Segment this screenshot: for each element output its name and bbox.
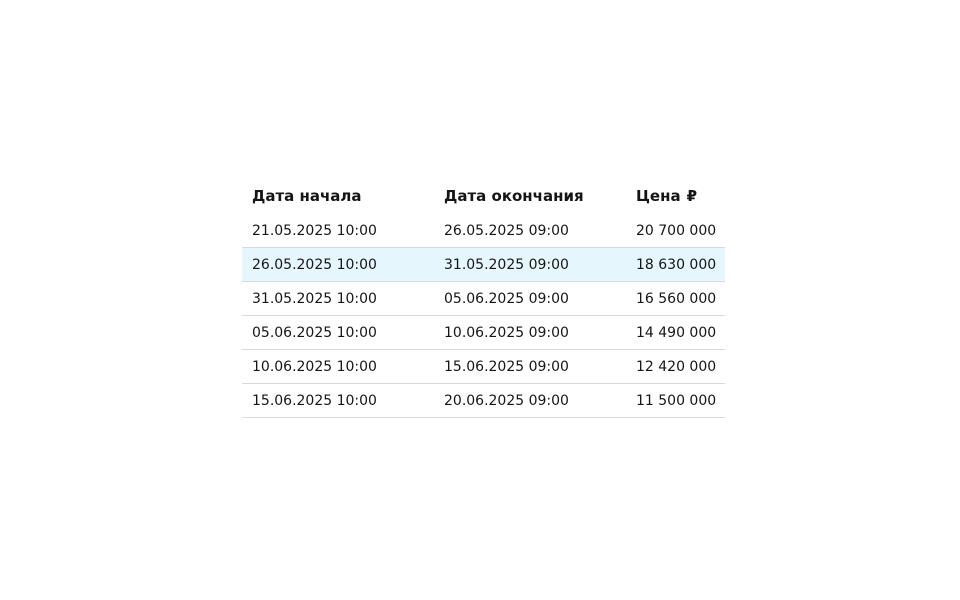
cell-price: 20 700 000 [636, 222, 717, 239]
cell-price: 11 500 000 [636, 392, 717, 409]
cell-start-date: 26.05.2025 10:00 [252, 256, 377, 273]
header-end-date-label: Дата окончания [444, 187, 584, 205]
table-body [242, 214, 725, 418]
cell-end-date: 15.06.2025 09:00 [444, 358, 569, 375]
table-row[interactable] [242, 384, 725, 418]
cell-end-date: 26.05.2025 09:00 [444, 222, 569, 239]
table-row[interactable] [242, 316, 725, 350]
cell-price: 18 630 000 [636, 256, 717, 273]
cell-start-date: 21.05.2025 10:00 [252, 222, 377, 239]
table-row[interactable] [242, 248, 725, 282]
ruble-icon: ₽ [686, 187, 698, 205]
header-price-label: Цена [636, 187, 681, 205]
header-start-date [242, 178, 434, 214]
cell-end-date: 20.06.2025 09:00 [444, 392, 569, 409]
cell-start-date: 05.06.2025 10:00 [252, 324, 377, 341]
header-start-date-label: Дата начала [252, 187, 362, 205]
table-row[interactable] [242, 282, 725, 316]
table-row[interactable] [242, 214, 725, 248]
header-price [626, 178, 725, 214]
cell-end-date: 31.05.2025 09:00 [444, 256, 569, 273]
cell-start-date: 31.05.2025 10:00 [252, 290, 377, 307]
cell-end-date: 05.06.2025 09:00 [444, 290, 569, 307]
table-header [242, 178, 725, 214]
price-schedule-table [242, 178, 725, 418]
cell-start-date: 10.06.2025 10:00 [252, 358, 377, 375]
cell-start-date: 15.06.2025 10:00 [252, 392, 377, 409]
header-row [242, 178, 725, 214]
header-end-date [434, 178, 626, 214]
price-schedule-table-container [242, 178, 725, 418]
cell-price: 12 420 000 [636, 358, 717, 375]
cell-price: 16 560 000 [636, 290, 717, 307]
cell-end-date: 10.06.2025 09:00 [444, 324, 569, 341]
cell-price: 14 490 000 [636, 324, 717, 341]
table-row[interactable] [242, 350, 725, 384]
